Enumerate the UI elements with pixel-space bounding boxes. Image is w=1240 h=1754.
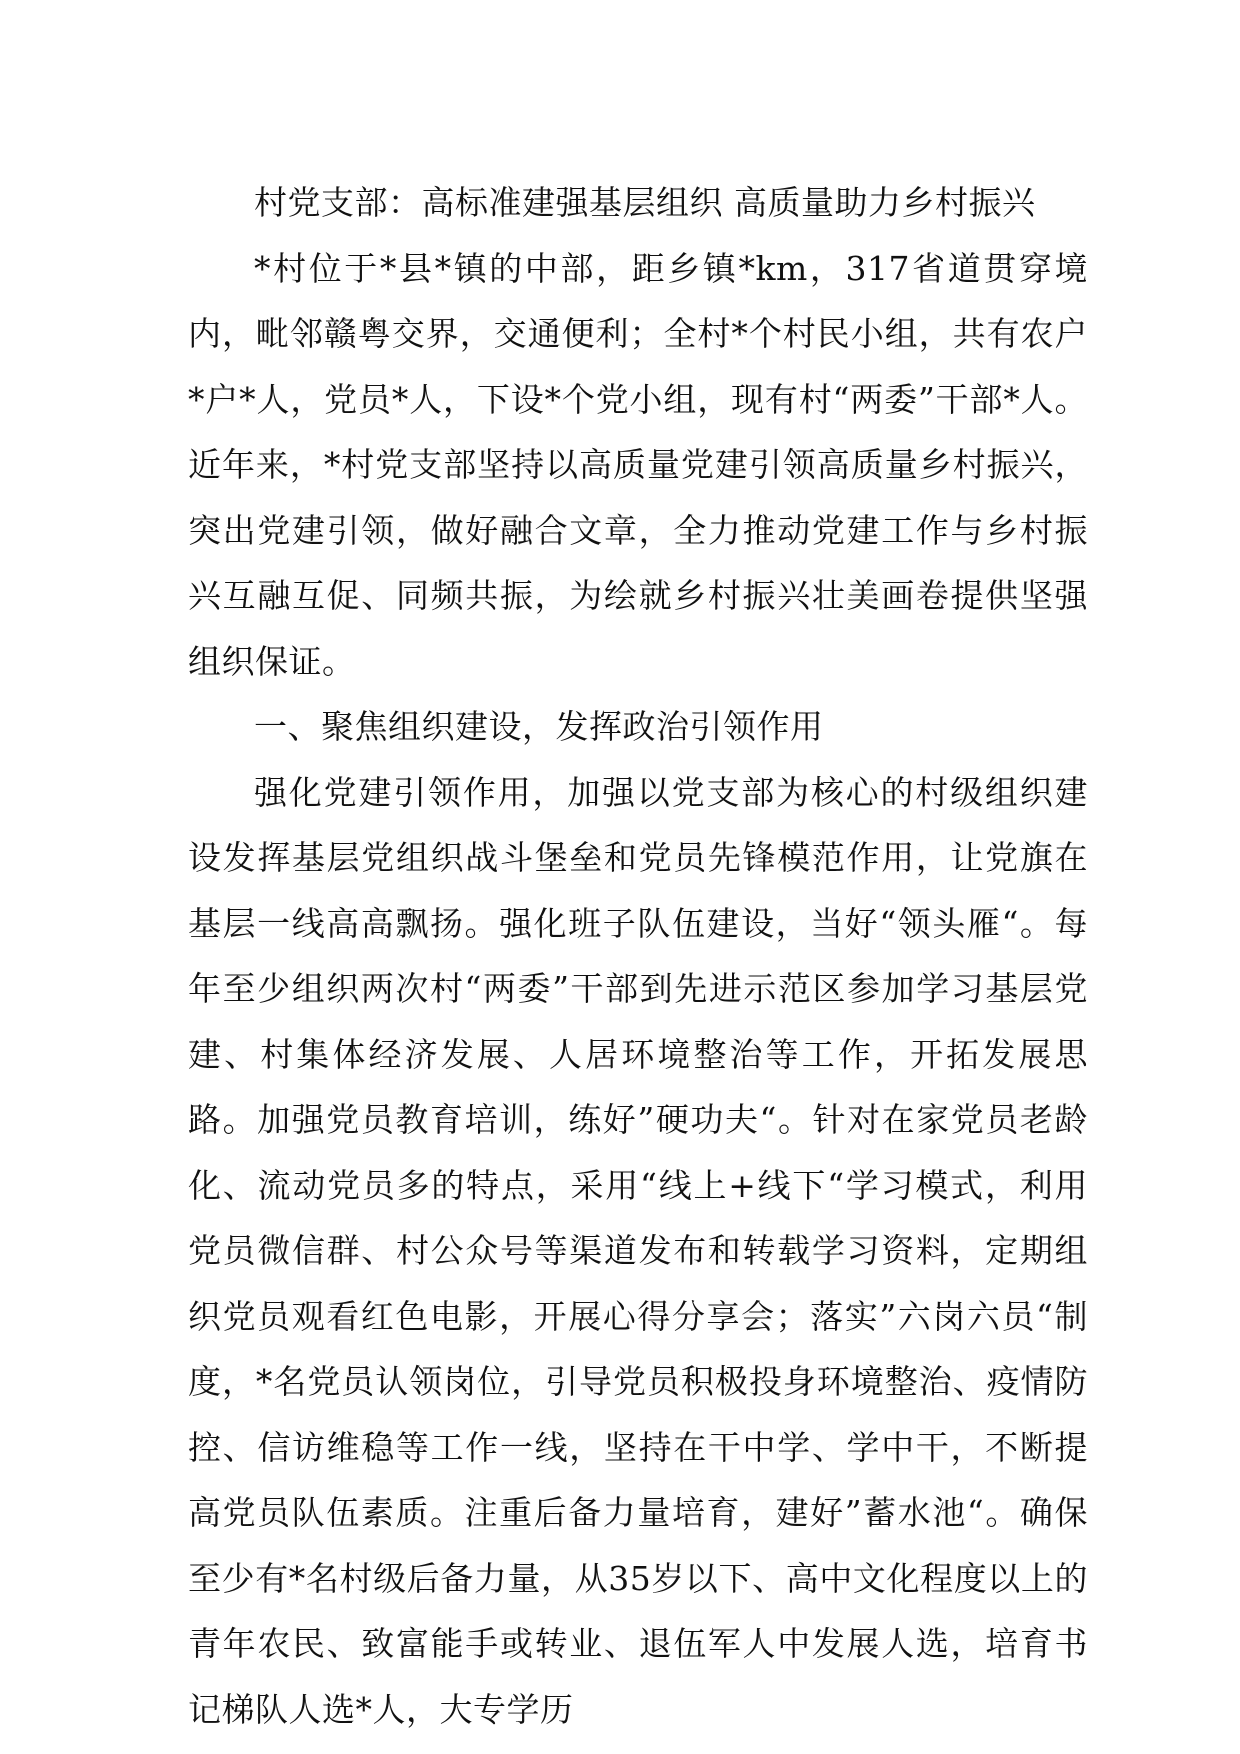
section-paragraph: 强化党建引领作用，加强以党支部为核心的村级组织建设发挥基层党组织战斗堡垒和党员先锋模范作用，让党旗在基层一线高高飘扬。强化班子队伍建设，当好“领头雁“。每年至少组织两次村“两委”干部到先进示范区参加学习基层党建、村集体经济发展、人居环境整治等工作，开拓发展思路。加强党员教育培训，练好”硬功夫“。针对在家党员老龄化、流动党员多的特点，采用“线上+线下“学习模式，利用党员微信群、村公众号等渠道发布和转载学习资料，定期组织党员观看红色电影，开展心得分享会；落实”六岗六员“制度，*名党员认领岗位，引导党员积极投身环境整治、疫情防控、信访维稳等工作一线，坚持在干中学、学中干，不断提高党员队伍素质。注重后备力量培育，建好”蓄水池“。确保至少有*名村级后备力量，从35岁以下、高中文化程度以上的青年农民、致富能手或转业、退伍军人中发展人选，培育书记梯队人选*人，大专学历 — [188, 772, 1088, 1729]
section-heading: 一、聚焦组织建设，发挥政治引领作用 — [254, 707, 824, 746]
document-title: 村党支部：高标准建强基层组织 高质量助力乡村振兴 — [254, 183, 1036, 222]
intro-paragraph: *村位于*县*镇的中部，距乡镇*km，317省道贯穿境内，毗邻赣粤交界，交通便利；全村*个村民小组，共有农户*户*人，党员*人，下设*个党小组，现有村“两委”干部*人。近年来，*村党支部坚持以高质量党建引领高质量乡村振兴，突出党建引领，做好融合文章，全力推动党建工作与乡村振兴互融互促、同频共振，为绘就乡村振兴壮美画卷提供坚强组织保证。 — [188, 248, 1088, 681]
document-body — [188, 170, 1088, 1742]
